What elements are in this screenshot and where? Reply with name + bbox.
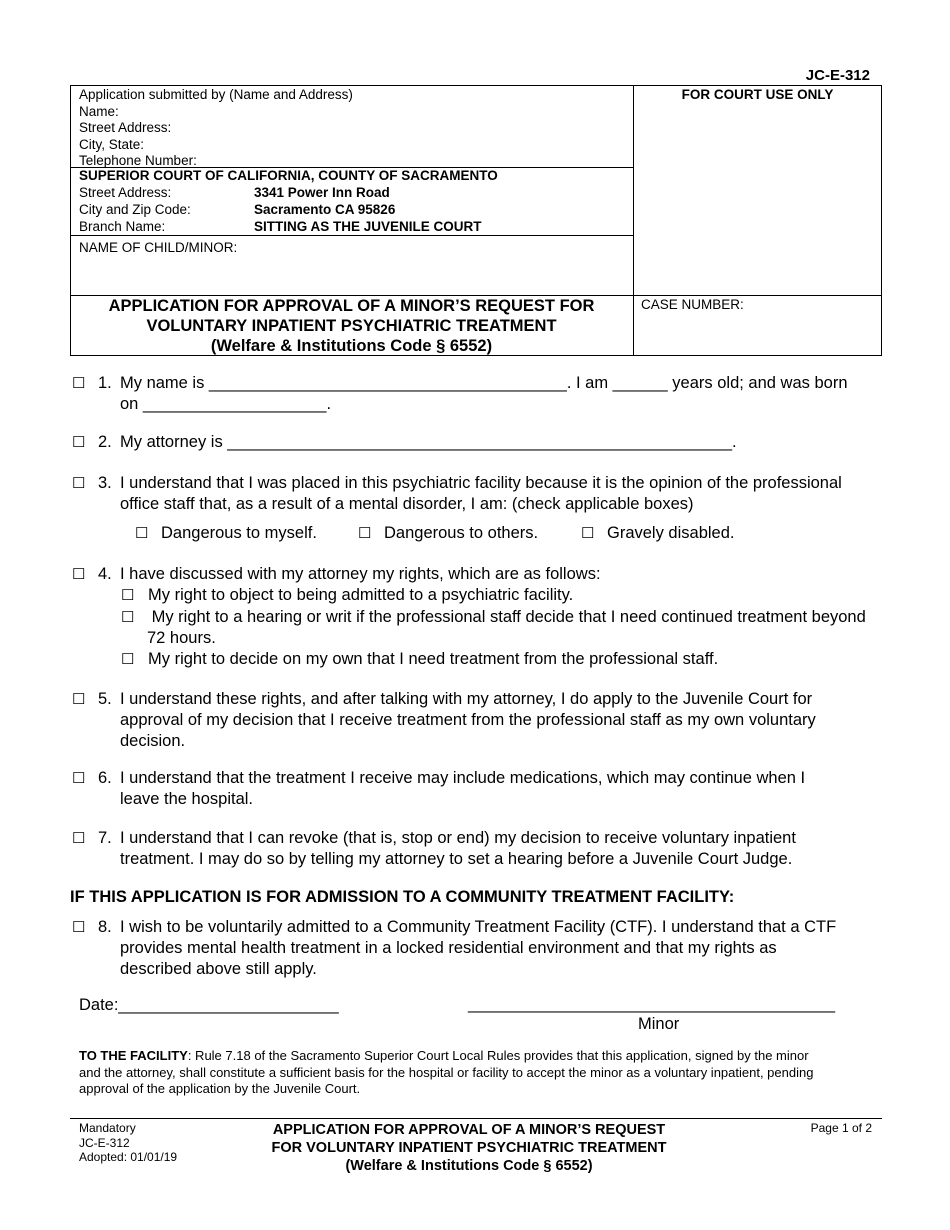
right-object-label: My right to object to being admitted to a psychiatric facility. [148, 586, 574, 604]
form-id: JC-E-312 [805, 67, 870, 84]
item1-line: on ____________________. [120, 395, 332, 413]
item8-line: described above still apply. [120, 960, 317, 978]
item8-line: provides mental health treatment in a locked residential environment and that my rights as [120, 939, 777, 957]
minor-signature-label: Minor [638, 1015, 680, 1033]
item7-line: I understand that I can revoke (that is, stop or end) my decision to receive voluntary inpatient [120, 829, 796, 847]
item8-line: I wish to be voluntarily admitted to a Community Treatment Facility (CTF). I understand that a CTF [120, 918, 837, 936]
court-city-value: Sacramento CA 95826 [254, 202, 396, 217]
facility-note-line: approval of the application by the Juvenile Court. [79, 1081, 361, 1096]
item4-number: 4. [98, 565, 112, 583]
item3-line: I understand that I was placed in this psychiatric facility because it is the opinion of the professional [120, 474, 842, 492]
item5-line: I understand these rights, and after talking with my attorney, I do apply to the Juvenile Court for [120, 690, 813, 708]
applicant-block [79, 87, 353, 170]
item6-number: 6. [98, 769, 112, 787]
item3-checkbox[interactable]: ☐ [72, 475, 86, 492]
footer-title-line: (Welfare & Institutions Code § 6552) [345, 1158, 593, 1174]
applicant-phone: Telephone Number: [79, 153, 197, 168]
facility-note-line [79, 1048, 813, 1065]
applicant-city: City, State: [79, 136, 145, 152]
case-number-label: CASE NUMBER: [641, 297, 744, 312]
item5-line: approval of my decision that I receive treatment from the professional staff as my own voluntary [120, 711, 816, 729]
item2-number: 2. [98, 433, 112, 451]
item4-checkbox[interactable]: ☐ [72, 566, 86, 583]
facility-note-lead: TO THE FACILITY [79, 1048, 188, 1063]
facility-note-line: and the attorney, shall constitute a sufficient basis for the hospital or facility to accept the minor as a voluntary inpatient, pending [79, 1064, 814, 1080]
item6-checkbox[interactable]: ☐ [72, 770, 86, 787]
court-city-label: City and Zip Code: [79, 202, 191, 217]
gravely-disabled-label: Gravely disabled. [607, 524, 735, 542]
court-use-label: FOR COURT USE ONLY [681, 87, 834, 102]
applicant-name: Name: [79, 103, 119, 119]
item8-number: 8. [98, 918, 112, 936]
court-name: SUPERIOR COURT OF CALIFORNIA, COUNTY OF SACRAMENTO [79, 168, 498, 183]
footer-form-id: JC-E-312 [79, 1135, 130, 1150]
footer-left [79, 1121, 177, 1165]
right-decide-label: My right to decide on my own that I need treatment from the professional staff. [148, 650, 719, 668]
dangerous-self-checkbox[interactable]: ☐ [135, 525, 149, 542]
item2-text: My attorney is _______________________________________________________. [120, 433, 737, 451]
minor-signature-line[interactable]: ________________________________________ [468, 995, 836, 1013]
right-hearing-label [147, 607, 866, 649]
item7-checkbox[interactable]: ☐ [72, 830, 86, 847]
item5-line: decision. [120, 732, 186, 750]
item1-number: 1. [98, 374, 112, 392]
facility-note [79, 1048, 813, 1098]
form-title-line: APPLICATION FOR APPROVAL OF A MINOR’S REQUEST FOR [108, 297, 595, 315]
item3-number: 3. [98, 474, 112, 492]
item7-text [120, 828, 796, 870]
item3-line: office staff that, as a result of a mental disorder, I am: (check applicable boxes) [120, 495, 694, 513]
court-branch-label: Branch Name: [79, 219, 166, 234]
right-hearing-line: My right to a hearing or writ if the professional staff decide that I need continued treatment beyond [147, 608, 866, 626]
footer-title-line: APPLICATION FOR APPROVAL OF A MINOR’S REQUEST [272, 1122, 666, 1138]
right-decide-checkbox[interactable]: ☐ [121, 651, 135, 668]
item3-text [120, 473, 842, 515]
item4-text: I have discussed with my attorney my rights, which are as follows: [120, 565, 601, 583]
item8-text [120, 917, 836, 980]
gravely-disabled-checkbox[interactable]: ☐ [581, 525, 595, 542]
form-title-line: VOLUNTARY INPATIENT PSYCHIATRIC TREATMENT [146, 317, 557, 335]
court-street-value: 3341 Power Inn Road [254, 185, 390, 200]
item1-text [120, 373, 848, 415]
right-hearing-line: 72 hours. [147, 629, 216, 647]
applicant-street: Street Address: [79, 120, 172, 135]
dangerous-others-checkbox[interactable]: ☐ [358, 525, 372, 542]
form-title-line: (Welfare & Institutions Code § 6552) [210, 337, 493, 355]
caption-divider [633, 85, 634, 356]
footer-page: Page 1 of 2 [810, 1121, 872, 1135]
footer-rule [70, 1118, 882, 1119]
child-name-label: NAME OF CHILD/MINOR: [79, 240, 238, 255]
court-branch-value: SITTING AS THE JUVENILE COURT [254, 219, 482, 234]
footer-mandatory: Mandatory [79, 1121, 136, 1135]
item6-text [120, 768, 805, 810]
item8-checkbox[interactable]: ☐ [72, 919, 86, 936]
date-field[interactable]: Date:________________________ [79, 996, 339, 1014]
item5-number: 5. [98, 690, 112, 708]
item6-line: I understand that the treatment I receive may include medications, which may continue when I [120, 769, 806, 787]
item2-checkbox[interactable]: ☐ [72, 434, 86, 451]
dangerous-self-label: Dangerous to myself. [161, 524, 317, 542]
dangerous-others-label: Dangerous to others. [384, 524, 539, 542]
item1-line: My name is _______________________________________. I am ______ years old; and was born [120, 374, 848, 392]
item5-checkbox[interactable]: ☐ [72, 691, 86, 708]
item5-text [120, 689, 816, 752]
footer-title [219, 1121, 719, 1175]
court-street-label: Street Address: [79, 185, 172, 200]
form-title [70, 296, 633, 356]
footer-adopted: Adopted: 01/01/19 [79, 1150, 178, 1164]
item6-line: leave the hospital. [120, 790, 254, 808]
item7-line: treatment. I may do so by telling my attorney to set a hearing before a Juvenile Court Judge. [120, 850, 793, 868]
facility-note-text: : Rule 7.18 of the Sacramento Superior Court Local Rules provides that this application, signed by the minor [187, 1048, 809, 1063]
footer-title-line: FOR VOLUNTARY INPATIENT PSYCHIATRIC TREATMENT [271, 1140, 667, 1156]
item7-number: 7. [98, 829, 112, 847]
ctf-heading: IF THIS APPLICATION IS FOR ADMISSION TO A COMMUNITY TREATMENT FACILITY: [70, 888, 735, 906]
item1-checkbox[interactable]: ☐ [72, 375, 86, 392]
applicant-label: Application submitted by (Name and Address) [79, 87, 353, 102]
right-hearing-checkbox[interactable]: ☐ [121, 609, 135, 626]
right-object-checkbox[interactable]: ☐ [121, 587, 135, 604]
